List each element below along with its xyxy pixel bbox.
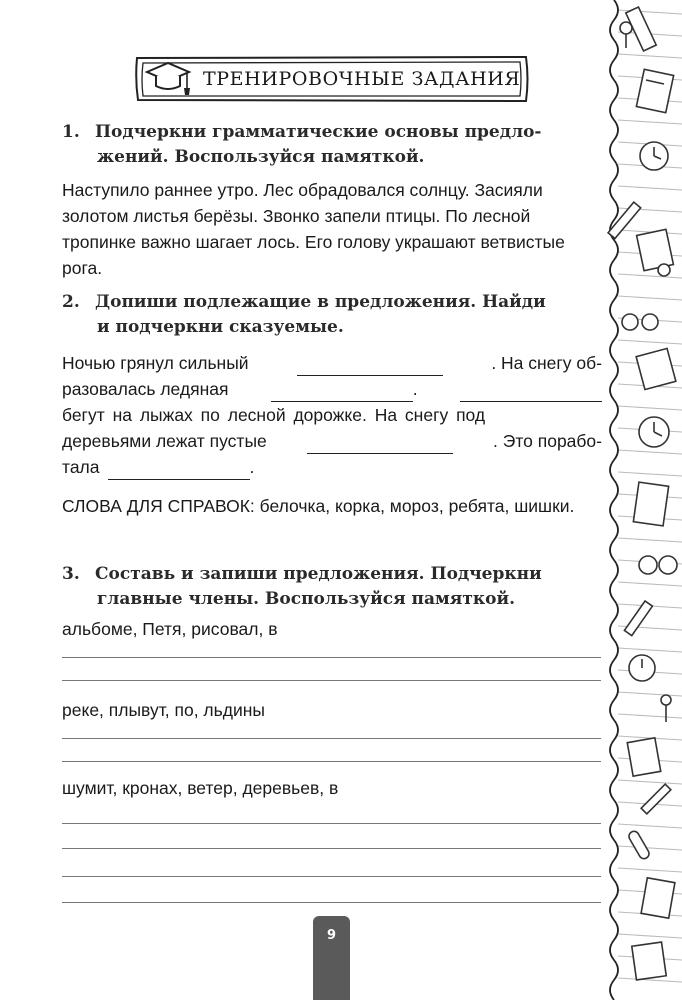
task-2-heading: [62, 290, 602, 340]
book-icon: [632, 942, 666, 980]
writing-line[interactable]: [62, 902, 601, 903]
task-1-heading: [62, 120, 602, 170]
answer-blank[interactable]: [307, 439, 453, 454]
hint-words: СЛОВА ДЛЯ СПРАВОК: белочка, корка, мороз, ребята, шишки.: [62, 496, 575, 516]
section-banner: [133, 52, 531, 106]
task-2-row-4: [62, 428, 602, 454]
writing-line[interactable]: [62, 823, 601, 824]
task-2-row-5: [62, 454, 602, 480]
book-icon: [633, 482, 668, 526]
writing-line[interactable]: [62, 657, 601, 658]
sentence-fragment: . На снегу об-: [491, 353, 602, 373]
task-number: 1.: [62, 122, 80, 142]
notebook-icon: [636, 69, 673, 112]
answer-blank[interactable]: [460, 387, 602, 402]
decorative-school-strip: [604, 0, 682, 1000]
sentence-fragment: деревьями лежат пустые: [62, 431, 267, 451]
sentence-fragment: .: [249, 457, 255, 477]
alarm-clock-icon: [639, 417, 669, 447]
sentence-fragment: тала: [62, 457, 100, 477]
answer-blank[interactable]: [297, 361, 443, 376]
writing-line[interactable]: [62, 848, 601, 849]
sentence-fragment: разовалась ледяная: [62, 379, 229, 399]
book-icon: [636, 348, 676, 389]
writing-line[interactable]: [62, 876, 601, 877]
glasses-icon: [639, 556, 677, 574]
task-2-row-2: [62, 376, 602, 402]
word-set-3: шумит, кронах, ветер, деревьев, в: [62, 778, 339, 798]
notebook-icon: [641, 878, 675, 918]
writing-line[interactable]: [62, 761, 601, 762]
alarm-clock-icon: [640, 142, 668, 170]
answer-blank[interactable]: [108, 465, 250, 480]
pencil-icon: [624, 601, 652, 636]
task-2-row-3: [62, 402, 602, 428]
answer-blank[interactable]: [271, 387, 413, 402]
writing-line[interactable]: [62, 680, 601, 681]
graduation-cap-icon: [143, 58, 193, 102]
writing-line[interactable]: [62, 738, 601, 739]
task-heading-text: главные члены. Воспользуйся памяткой.: [97, 589, 516, 609]
paperclip-icon: [627, 830, 651, 861]
task-1-text: Наступило раннее утро. Лес обрадовался солнцу. Засияли золотом листья берёзы. Звонко запели птицы. По лесной тропинке важно шагает лось. Его голову украшают ветвистые рога.: [62, 180, 565, 278]
task-heading-text: и подчеркни сказуемые.: [97, 317, 344, 337]
word-set-1: альбоме, Петя, рисовал, в: [62, 619, 278, 639]
word-set-2: реке, плывут, по, льдины: [62, 700, 265, 720]
sentence-fragment: . Это порабо-: [493, 431, 602, 451]
task-heading-text: Допиши подлежащие в предложения. Найди: [95, 292, 546, 312]
task-number: 2.: [62, 292, 80, 312]
glasses-icon: [622, 314, 658, 330]
pin-icon: [620, 22, 632, 48]
sentence-fragment: бегут на лыжах по лесной дорожке. На снегу под: [62, 405, 486, 425]
task-heading-text: Подчеркни грамматические основы предло-: [95, 122, 542, 142]
sentence-fragment: Ночью грянул сильный: [62, 353, 249, 373]
task-heading-text: жений. Воспользуйся памяткой.: [97, 147, 425, 167]
task-3-heading: [62, 562, 602, 612]
sentence-fragment: .: [412, 379, 418, 399]
pushpin-icon: [661, 695, 671, 722]
section-title: ТРЕНИРОВОЧНЫЕ ЗАДАНИЯ: [203, 68, 521, 90]
certificate-icon: [637, 229, 674, 276]
book-icon: [627, 738, 660, 776]
page-number-tab: [313, 916, 350, 1000]
task-2-row-1: [62, 350, 602, 376]
task-number: 3.: [62, 564, 80, 584]
page-number: 9: [326, 928, 337, 943]
alarm-clock-icon: [629, 655, 655, 681]
task-heading-text: Составь и запиши предложения. Подчеркни: [95, 564, 542, 584]
pencil-icon: [641, 784, 671, 814]
